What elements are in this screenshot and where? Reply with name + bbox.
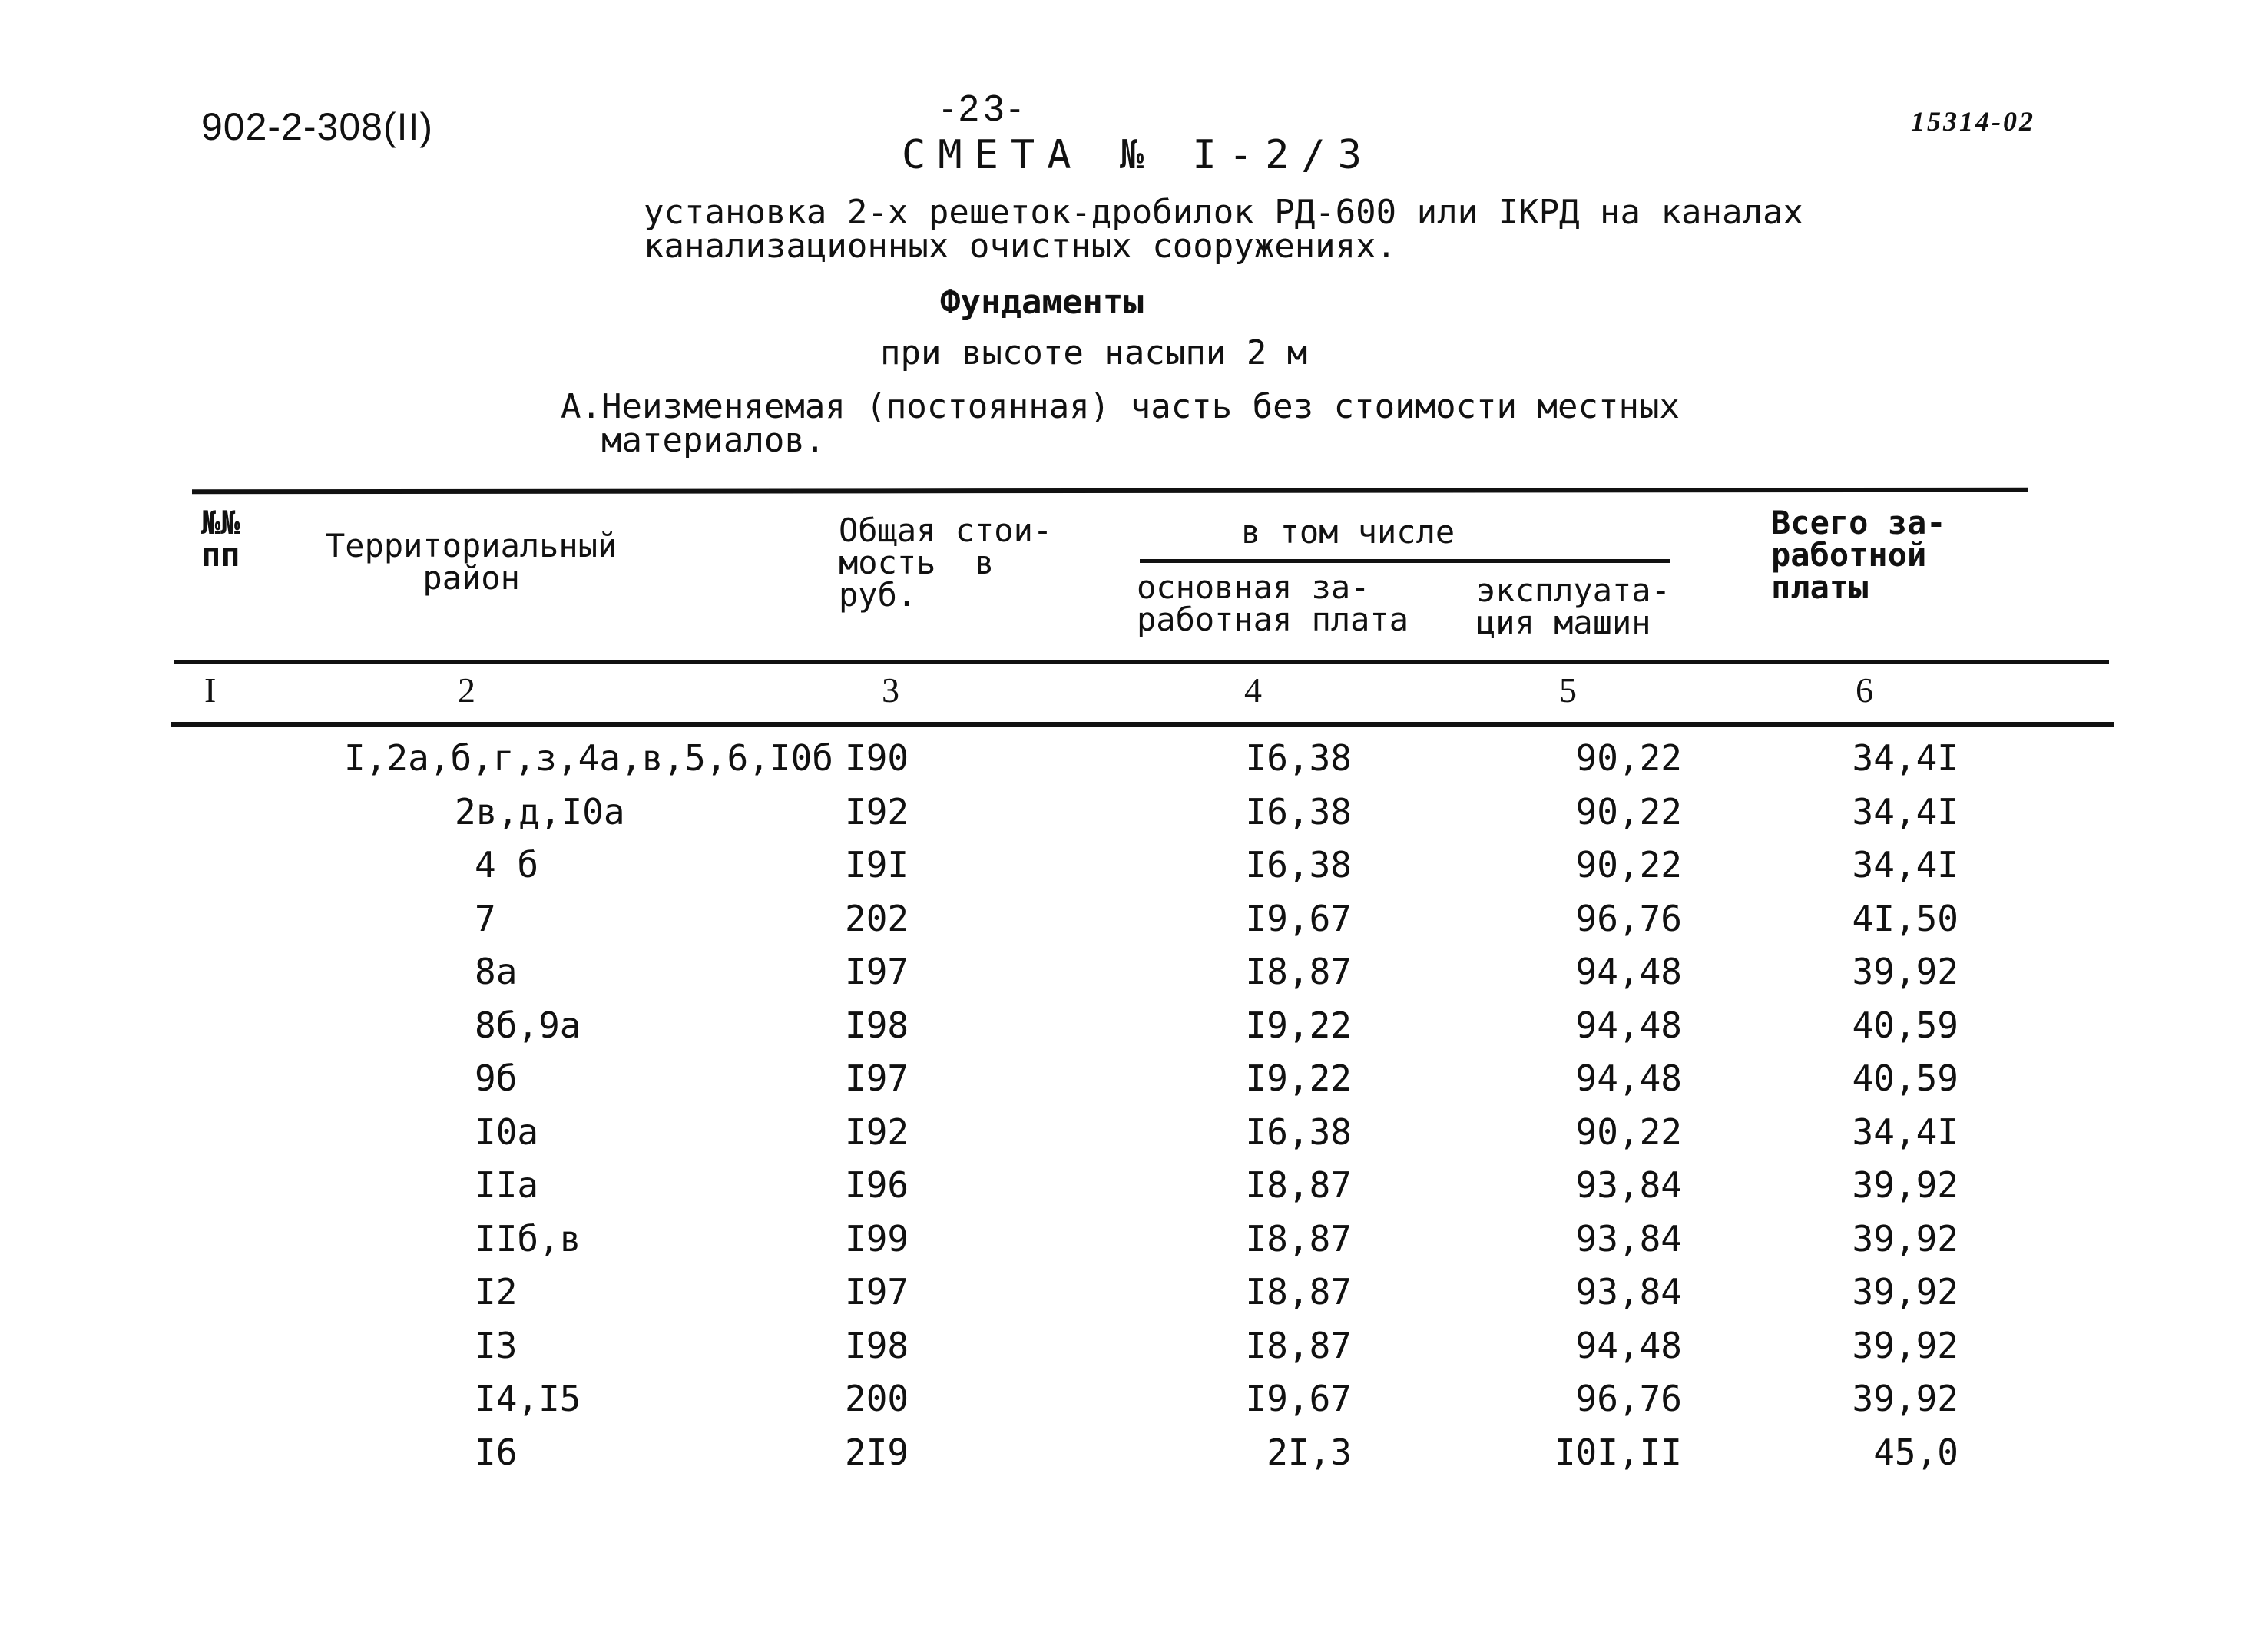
district-cell: IIа [475, 1164, 539, 1206]
page-number: -23- [942, 88, 1026, 129]
machine-operation-cell: 94,48 [1575, 1058, 1682, 1099]
total-wage-cell: 34,4I [1852, 791, 1958, 833]
table-top-rule [192, 488, 2028, 495]
base-wage-cell: I8,87 [1245, 951, 1352, 992]
district-cell: 7 [475, 898, 496, 939]
district-cell: 4 б [475, 844, 539, 886]
district-cell: 8б,9а [475, 1005, 581, 1046]
machine-operation-cell: 90,22 [1575, 737, 1682, 779]
total-cost-cell: I98 [845, 1325, 909, 1366]
column-number-5: 5 [1559, 670, 1577, 710]
total-cost-cell: I99 [845, 1218, 909, 1260]
column-number-6: 6 [1856, 670, 1873, 710]
total-wage-cell: 40,59 [1852, 1058, 1958, 1099]
handwritten-stamp: 15314-02 [1911, 106, 2035, 137]
total-cost-cell: I90 [845, 737, 909, 779]
machine-operation-cell: 90,22 [1575, 844, 1682, 886]
base-wage-cell: I9,22 [1245, 1058, 1352, 1099]
part-description: А.Неизменяемая (постоянная) часть без стоимости местных материалов. [561, 387, 1680, 460]
estimate-subtitle: установка 2-х решеток-дробилок РД-600 или IКРД на каналах канализационных очистных сооружениях. [644, 193, 1803, 266]
machine-operation-cell: 93,84 [1575, 1271, 1682, 1313]
base-wage-cell: I9,22 [1245, 1005, 1352, 1046]
district-cell: I2 [475, 1271, 518, 1313]
district-cell: I4,I5 [475, 1378, 581, 1419]
total-cost-cell: 202 [845, 898, 909, 939]
header-base-wage: основная за- работная плата [1137, 568, 1409, 638]
base-wage-cell: 2I,3 [1266, 1432, 1352, 1473]
column-numbers-bottom-rule [171, 722, 2114, 727]
total-wage-cell: 39,92 [1852, 1325, 1958, 1366]
header-district: Территориальный район [326, 527, 617, 597]
machine-operation-cell: 94,48 [1575, 951, 1682, 992]
total-cost-cell: I97 [845, 951, 909, 992]
district-cell: I,2а,б,г,з,4а,в,5,6,I0б [344, 737, 833, 779]
header-total-cost: Общая стои- мость в руб. [839, 511, 1053, 614]
group-bracket-rule [1140, 559, 1670, 563]
base-wage-cell: I8,87 [1245, 1271, 1352, 1313]
header-including-group: в том числе [1241, 513, 1455, 551]
total-wage-cell: 34,4I [1852, 1111, 1958, 1153]
total-cost-cell: 200 [845, 1378, 909, 1419]
total-wage-cell: 39,92 [1852, 1271, 1958, 1313]
machine-operation-cell: 94,48 [1575, 1325, 1682, 1366]
total-cost-cell: I96 [845, 1164, 909, 1206]
total-wage-cell: 40,59 [1852, 1005, 1958, 1046]
section-subheading: при высоте насыпи 2 м [880, 333, 1308, 372]
total-wage-cell: 39,92 [1852, 1378, 1958, 1419]
machine-operation-cell: 94,48 [1575, 1005, 1682, 1046]
base-wage-cell: I8,87 [1245, 1218, 1352, 1260]
document-code: 902-2-308(II) [201, 105, 434, 148]
machine-operation-cell: 93,84 [1575, 1218, 1682, 1260]
district-cell: I6 [475, 1432, 518, 1473]
total-cost-cell: I97 [845, 1058, 909, 1099]
machine-operation-cell: 96,76 [1575, 1378, 1682, 1419]
total-wage-cell: 39,92 [1852, 1164, 1958, 1206]
total-wage-cell: 34,4I [1852, 737, 1958, 779]
total-cost-cell: I98 [845, 1005, 909, 1046]
total-cost-cell: I97 [845, 1271, 909, 1313]
column-number-1: I [204, 670, 217, 710]
total-wage-cell: 39,92 [1852, 951, 1958, 992]
column-number-3: 3 [882, 670, 899, 710]
total-wage-cell: 34,4I [1852, 844, 1958, 886]
district-cell: IIб,в [475, 1218, 581, 1260]
district-cell: 9б [475, 1058, 518, 1099]
header-total-wage: Всего за- работной платы [1771, 504, 1946, 606]
header-machine-operation: эксплуата- ция машин [1476, 571, 1670, 641]
machine-operation-cell: 93,84 [1575, 1164, 1682, 1206]
machine-operation-cell: 90,22 [1575, 791, 1682, 833]
estimate-title: СМЕТА № I-2/3 [902, 132, 1374, 178]
district-cell: 2в,д,I0а [455, 791, 625, 833]
total-cost-cell: 2I9 [845, 1432, 909, 1473]
district-cell: 8а [475, 951, 518, 992]
base-wage-cell: I6,38 [1245, 844, 1352, 886]
district-cell: I0а [475, 1111, 539, 1153]
base-wage-cell: I6,38 [1245, 791, 1352, 833]
total-cost-cell: I92 [845, 1111, 909, 1153]
total-cost-cell: I92 [845, 791, 909, 833]
machine-operation-cell: 96,76 [1575, 898, 1682, 939]
total-cost-cell: I9I [845, 844, 909, 886]
section-heading: Фундаменты [940, 283, 1144, 322]
machine-operation-cell: 90,22 [1575, 1111, 1682, 1153]
total-wage-cell: 4I,50 [1852, 898, 1958, 939]
base-wage-cell: I6,38 [1245, 1111, 1352, 1153]
base-wage-cell: I6,38 [1245, 737, 1352, 779]
header-row-number: №№ пп [201, 504, 240, 574]
base-wage-cell: I8,87 [1245, 1325, 1352, 1366]
column-number-4: 4 [1244, 670, 1262, 710]
base-wage-cell: I9,67 [1245, 898, 1352, 939]
header-bottom-rule [174, 660, 2109, 664]
column-number-2: 2 [458, 670, 475, 710]
base-wage-cell: I9,67 [1245, 1378, 1352, 1419]
total-wage-cell: 39,92 [1852, 1218, 1958, 1260]
base-wage-cell: I8,87 [1245, 1164, 1352, 1206]
total-wage-cell: 45,0 [1873, 1432, 1958, 1473]
district-cell: I3 [475, 1325, 518, 1366]
machine-operation-cell: I0I,II [1554, 1432, 1682, 1473]
